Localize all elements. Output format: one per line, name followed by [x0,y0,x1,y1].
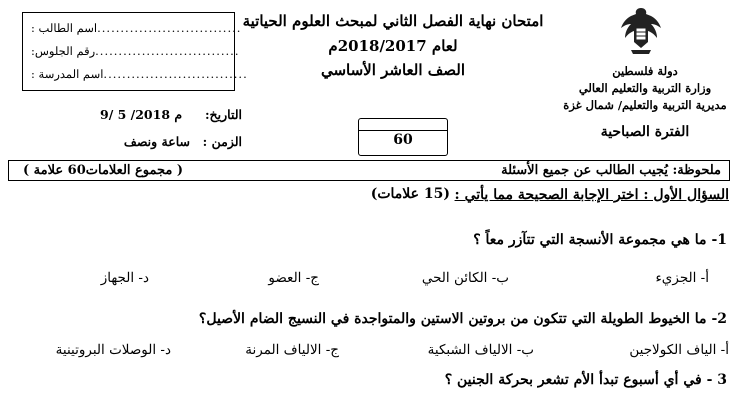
seat-number-field[interactable] [31,44,240,58]
q2-option-b[interactable]: ب- الالياف الشبكية [427,342,534,358]
student-name-dots: ............................... [97,21,242,35]
seat-number-label: رقم الجلوس: [31,44,96,58]
date-value: 9/ 5 /2018 م [100,107,183,122]
question-3 [327,372,727,388]
section1-heading: السؤال الأول : اختر الإجابة الصحيحة مما يأتي : [454,187,729,203]
org-line-ministry: وزارة التربية والتعليم العالي [578,81,712,95]
q1-option-c[interactable]: ج- العضو [268,270,319,286]
q1-option-b[interactable]: ب- الكائن الحي [421,270,509,286]
student-info-box [22,12,248,91]
school-name-dots: ............................... [103,67,248,81]
mark-box-divider [359,130,447,131]
question-2-number: 2- [711,311,727,327]
question-2-text: ما الخيوط الطويلة التي تتكون من بروتين الاستين والمتواجدة في النسيج الضام الأصيل؟ [198,311,707,327]
exam-grade: الصف العاشر الأساسي [320,61,466,79]
question-2 [17,311,727,327]
student-name-field[interactable] [31,21,242,35]
school-name-field[interactable] [31,67,248,81]
org-line-state: دولة فلسطين [612,64,678,78]
time-value: ساعة ونصف [123,134,190,149]
total-mark-box [358,118,448,156]
palestine-emblem-icon [617,2,665,58]
section1-marks: (15 علامات) [370,186,450,202]
notes-row [8,160,730,181]
org-line-directorate: مديرية التربية والتعليم/ شمال غزة [563,98,727,112]
q2-option-c[interactable]: ج- الالياف المرنة [245,342,339,358]
seat-number-dots: ............................... [95,44,240,58]
time-label: الزمن : [202,134,242,149]
school-name-label: اسم المدرسة : [31,67,104,81]
q2-option-a[interactable]: أ- الياف الكولاجين [629,342,729,358]
question-1-text: ما هي مجموعة الأنسجة التي تتآزر معاً ؟ [473,232,707,248]
q2-option-d[interactable]: د- الوصلات البروتينية [55,342,171,358]
student-name-label: اسم الطالب : [31,21,98,35]
question-3-text: في أي أسبوع تبدأ الأم تشعر بحركة الجنين ؟ [444,372,702,388]
period-label: الفترة الصباحية [600,124,690,140]
q1-option-d[interactable]: د- الجهاز [100,270,149,286]
notes-instruction: ملحوظة: يُجيب الطالب عن جميع الأسئلة [501,163,721,178]
total-mark-value: 60 [393,132,413,148]
exam-year: لعام 2018/2017م [328,37,458,55]
question-1 [327,232,727,248]
notes-total: ( مجموع العلامات60 علامة ) [23,163,184,178]
question-1-number: 1- [711,232,727,248]
date-label: التاريخ: [204,107,242,122]
q1-option-a[interactable]: أ- الجزيء [655,270,709,286]
question-3-number: 3 - [706,372,727,388]
exam-title: امتحان نهاية الفصل الثاني لمبحث العلوم الحياتية [242,12,544,30]
